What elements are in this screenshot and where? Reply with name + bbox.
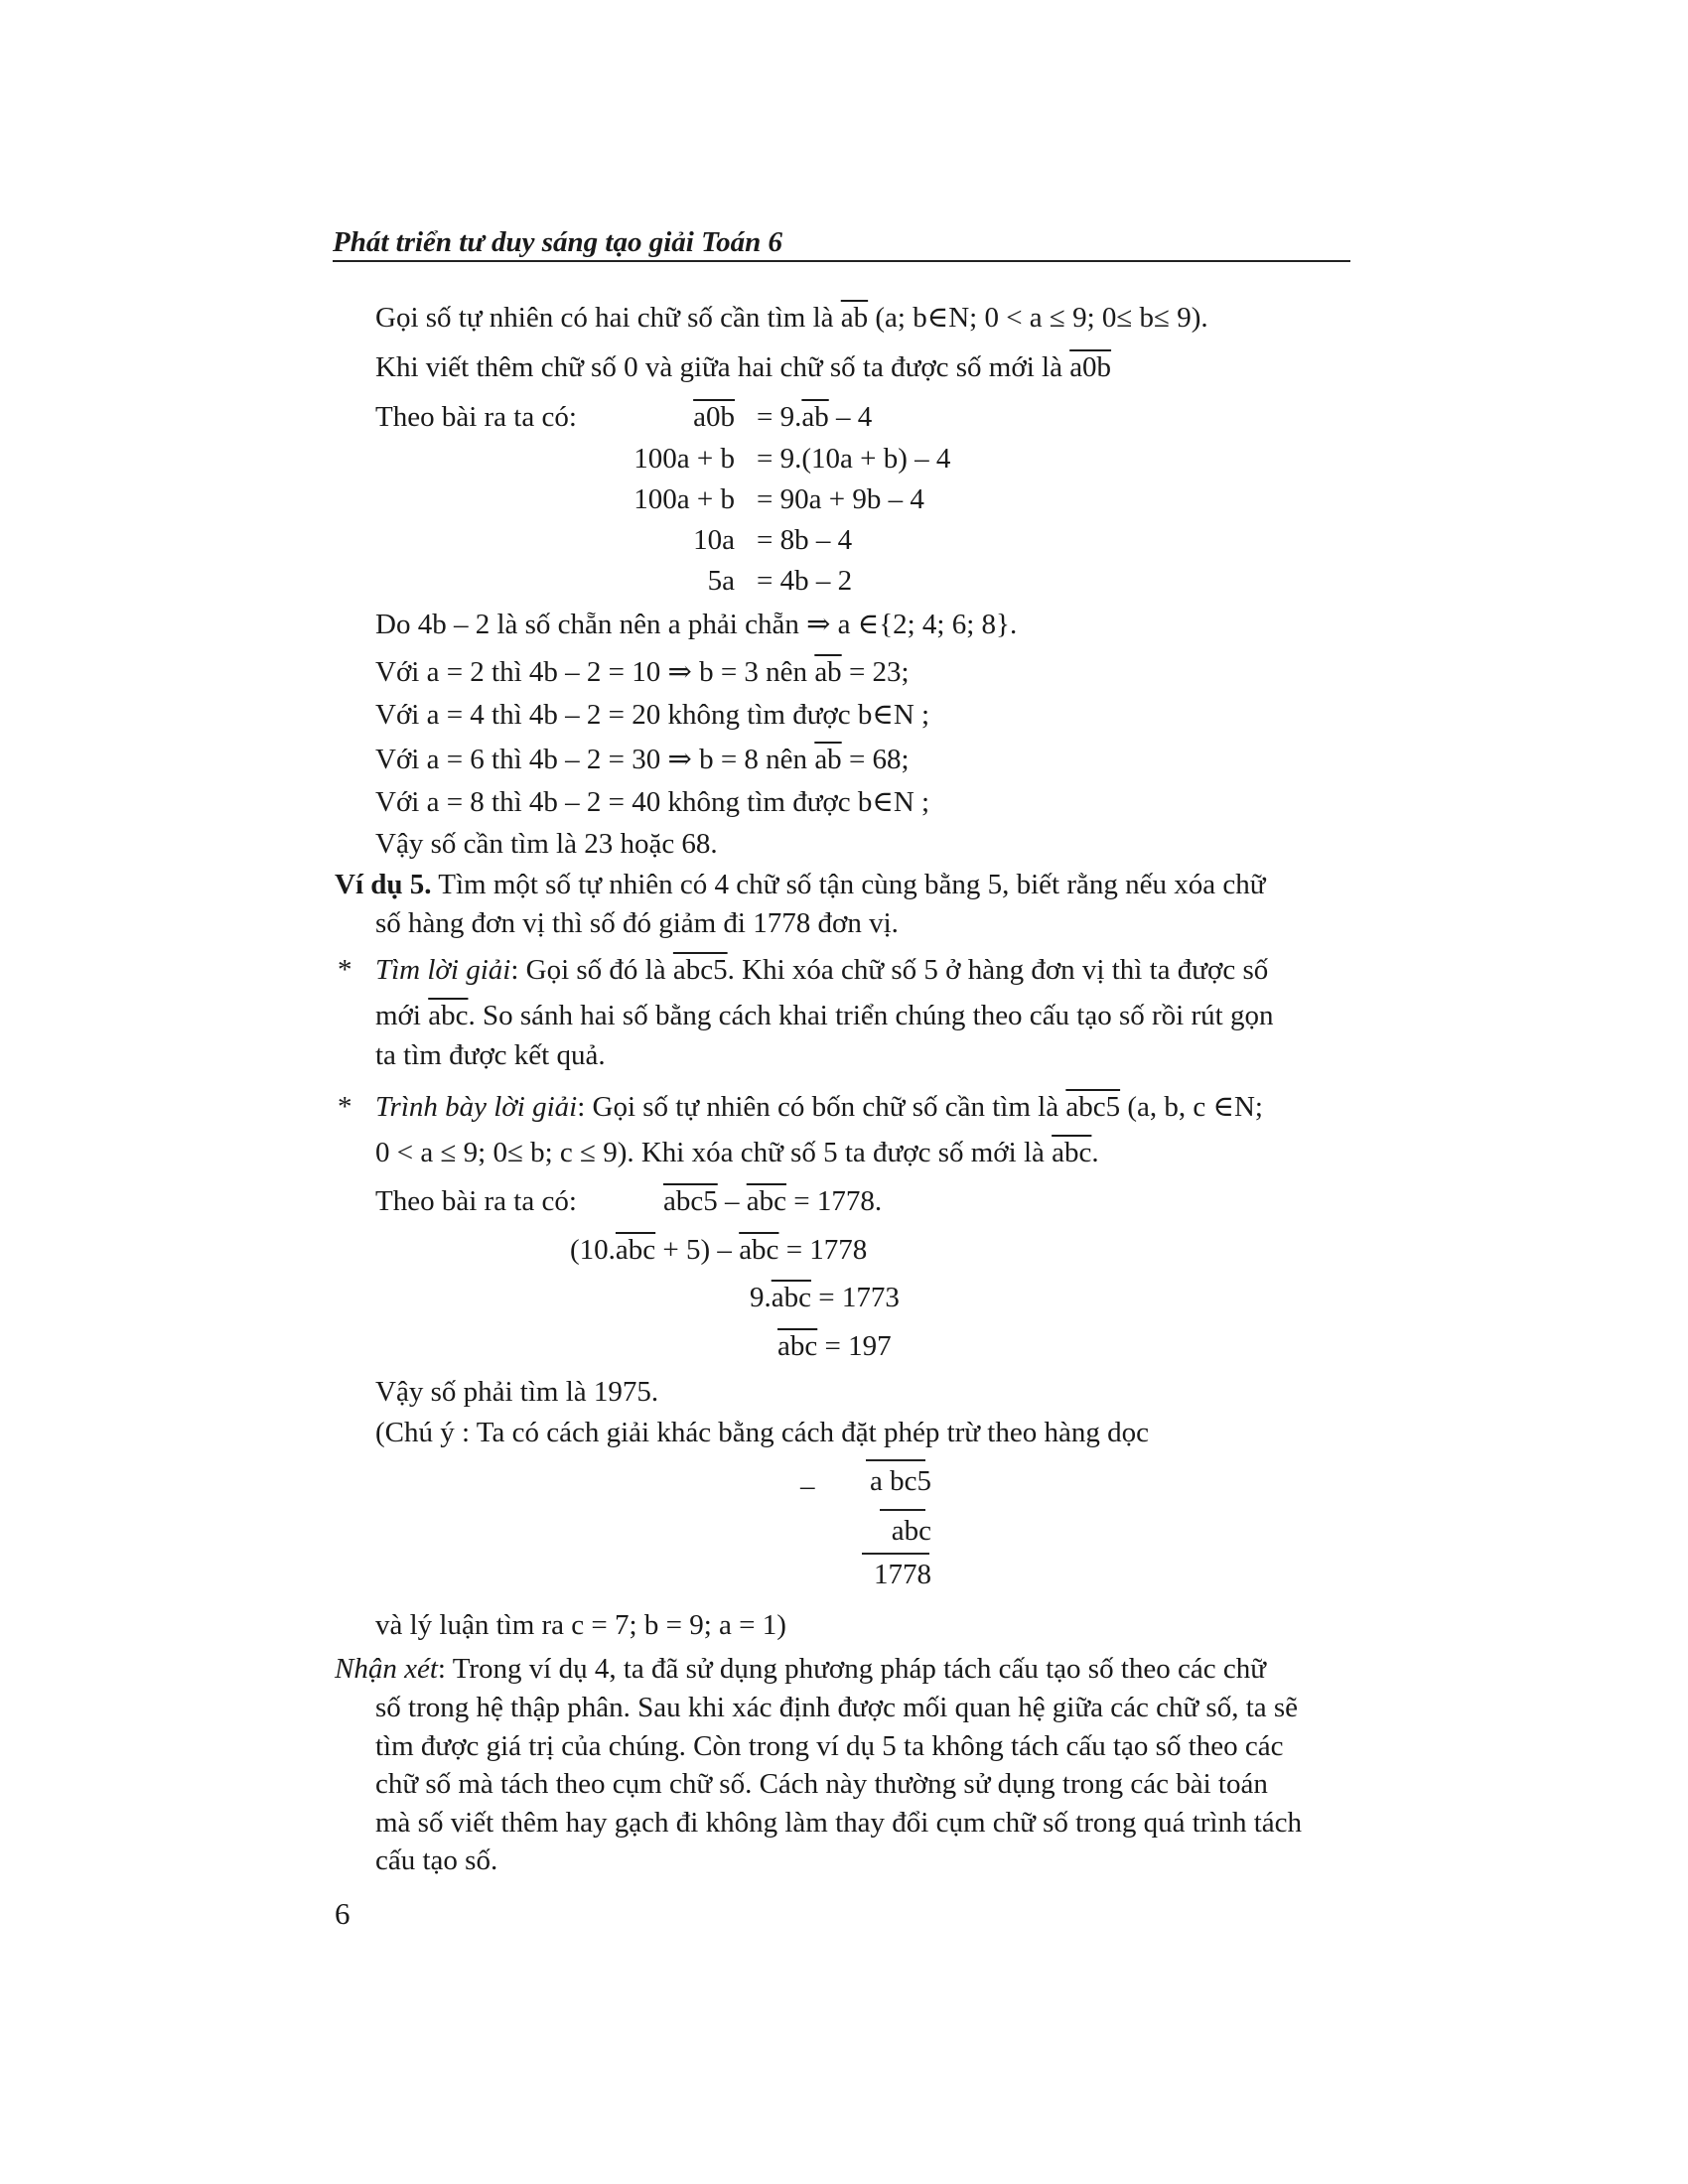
text-line	[375, 1090, 1263, 1124]
text-span: – 4	[828, 401, 873, 433]
text-line: số trong hệ thập phân. Sau khi xác định được mối quan hệ giữa các chữ số, ta sẽ	[375, 1692, 1299, 1723]
overline-number: $\overline{ab}$	[801, 401, 829, 433]
equation-rhs: = 4b – 2	[757, 565, 853, 597]
text-line: Theo bài ra ta có:	[375, 401, 577, 433]
italic-label: Trình bày lời giải	[375, 1091, 578, 1123]
text-span: Với a = 2 thì 4b – 2 = 10 ⇒ b = 3 nên	[375, 656, 815, 688]
overline-number: $\overline{ab}$	[814, 656, 842, 688]
overline-number: $\overline{abc}$	[777, 1330, 818, 1362]
running-header: Phát triển tư duy sáng tạo giải Toán 6	[333, 226, 782, 258]
text-line	[375, 1136, 1099, 1169]
text-span: 10a	[693, 524, 735, 556]
overline-number: $\overline{ab}$	[840, 302, 869, 334]
text-span: = 23;	[841, 656, 910, 688]
header-rule	[333, 260, 1350, 262]
overline-number: a0b	[693, 401, 735, 433]
overline-number: a0b	[1069, 351, 1112, 383]
text-line: Với a = 8 thì 4b – 2 = 40 không tìm được b∈N ;	[375, 786, 930, 818]
equation-line	[750, 1281, 900, 1314]
text-line: cấu tạo số.	[375, 1844, 498, 1876]
text-line	[375, 999, 1273, 1032]
overline-number: abc5	[1065, 1091, 1121, 1123]
overline-bar	[880, 1509, 925, 1511]
text-span: 9.	[750, 1282, 772, 1313]
text-span: Với a = 6 thì 4b – 2 = 30 ⇒ b = 8 nên	[375, 744, 815, 775]
text-span: : Trong ví dụ 4, ta đã sử dụng phương pháp tách cấu tạo số theo các chữ	[437, 1653, 1266, 1685]
overline-number: $\overline{abc}$	[615, 1234, 656, 1266]
subtraction-middle: abc	[891, 1515, 931, 1547]
text-line: ta tìm được kết quả.	[375, 1039, 606, 1071]
text-span: : Gọi số đó là	[510, 954, 673, 986]
text-line	[375, 953, 1268, 987]
overline-number: $\overline{ab}$	[814, 744, 842, 775]
text-span: : Gọi số tự nhiên có bốn chữ số cần tìm là	[577, 1091, 1066, 1123]
equation-line	[777, 1329, 892, 1363]
equation-rhs	[757, 400, 872, 434]
italic-label: Tìm lời giải	[375, 954, 511, 986]
text-line: chữ số mà tách theo cụm chữ số. Cách này thường sử dụng trong các bài toán	[375, 1768, 1268, 1800]
equation-line	[663, 1184, 882, 1218]
text-line: Vậy số cần tìm là 23 hoặc 68.	[375, 828, 718, 860]
text-line: tìm được giá trị của chúng. Còn trong ví dụ 5 ta không tách cấu tạo số theo các	[375, 1730, 1284, 1762]
text-span: Gọi số tự nhiên có hai chữ số cần tìm là	[375, 302, 841, 334]
text-span: + 5) –	[655, 1234, 740, 1266]
overline-number: $\overline{abc}$	[739, 1234, 779, 1266]
overline-number: $\overline{abc}$	[428, 1000, 469, 1031]
overline-number: $\overline{abc}$	[771, 1282, 811, 1313]
text-line: Do 4b – 2 là số chẵn nên a phải chẵn ⇒ a ∈{2; 4; 6; 8}.	[375, 609, 1018, 640]
text-line: Theo bài ra ta có:	[375, 1185, 577, 1217]
overline-number: $\overline{abc}$	[746, 1185, 786, 1217]
text-span: = 1778	[778, 1234, 868, 1266]
example-5-heading	[335, 868, 1265, 901]
text-span: = 1773	[811, 1282, 900, 1313]
overline-number: $\overline{abc}$	[1052, 1137, 1092, 1168]
text-line: Vậy số phải tìm là 1975.	[375, 1376, 659, 1408]
text-line	[375, 743, 910, 776]
text-span: .	[1091, 1137, 1099, 1168]
text-span: 100a + b	[633, 443, 735, 475]
subtraction-top: a bc5	[870, 1465, 931, 1497]
text-span: . Khi xóa chữ số 5 ở hàng đơn vị thì ta được số	[727, 954, 1269, 986]
text-span: –	[717, 1185, 747, 1217]
text-span: 100a + b	[633, 483, 735, 515]
text-line	[375, 350, 1111, 384]
overline-bar	[866, 1459, 925, 1461]
text-line	[375, 301, 1208, 335]
text-line	[335, 1652, 1266, 1686]
text-line: (Chú ý : Ta có cách giải khác bằng cách đặt phép trừ theo hàng dọc	[375, 1417, 1149, 1448]
equation-line	[570, 1233, 867, 1267]
page-number: 6	[335, 1896, 351, 1931]
text-line	[375, 655, 910, 689]
text-line: và lý luận tìm ra c = 7; b = 9; a = 1)	[375, 1609, 786, 1641]
equation-rhs: = 9.(10a + b) – 4	[757, 443, 951, 475]
bullet-star: *	[338, 954, 352, 986]
minus-sign: –	[800, 1470, 815, 1502]
bullet-star: *	[338, 1091, 352, 1123]
text-line: số hàng đơn vị thì số đó giảm đi 1778 đơn vị.	[375, 907, 899, 939]
text-span: Tìm một số tự nhiên có 4 chữ số tận cùng bằng 5, biết rằng nếu xóa chữ	[431, 869, 1266, 900]
text-span: 5a	[707, 565, 735, 597]
text-span: = 197	[817, 1330, 892, 1362]
text-span: = 9.	[757, 401, 802, 433]
text-line: Với a = 4 thì 4b – 2 = 20 không tìm được b∈N ;	[375, 699, 930, 731]
text-line: mà số viết thêm hay gạch đi không làm thay đổi cụm chữ số trong quá trình tách	[375, 1807, 1303, 1839]
example-label: Ví dụ 5.	[335, 869, 432, 900]
text-span: mới	[375, 1000, 429, 1031]
subtraction-result: 1778	[874, 1559, 931, 1590]
equation-rhs: = 90a + 9b – 4	[757, 483, 924, 515]
text-span: = 68;	[841, 744, 910, 775]
overline-number: abc5	[672, 954, 728, 986]
text-span: (a, b, c ∈N;	[1120, 1091, 1263, 1123]
overline-number: abc5	[663, 1185, 718, 1217]
text-span: . So sánh hai số bằng cách khai triển chúng theo cấu tạo số rồi rút gọn	[468, 1000, 1274, 1031]
subtraction-rule	[862, 1553, 929, 1555]
text-span: 0 < a ≤ 9; 0≤ b; c ≤ 9). Khi xóa chữ số 5 ta được số mới là	[375, 1137, 1053, 1168]
text-span: = 1778.	[786, 1185, 883, 1217]
italic-label: Nhận xét	[335, 1653, 438, 1685]
text-span: (10.	[570, 1234, 616, 1266]
text-span: (a; b∈N; 0 < a ≤ 9; 0≤ b≤ 9).	[868, 302, 1208, 334]
equation-rhs: = 8b – 4	[757, 524, 853, 556]
text-span: Khi viết thêm chữ số 0 và giữa hai chữ số ta được số mới là	[375, 351, 1070, 383]
